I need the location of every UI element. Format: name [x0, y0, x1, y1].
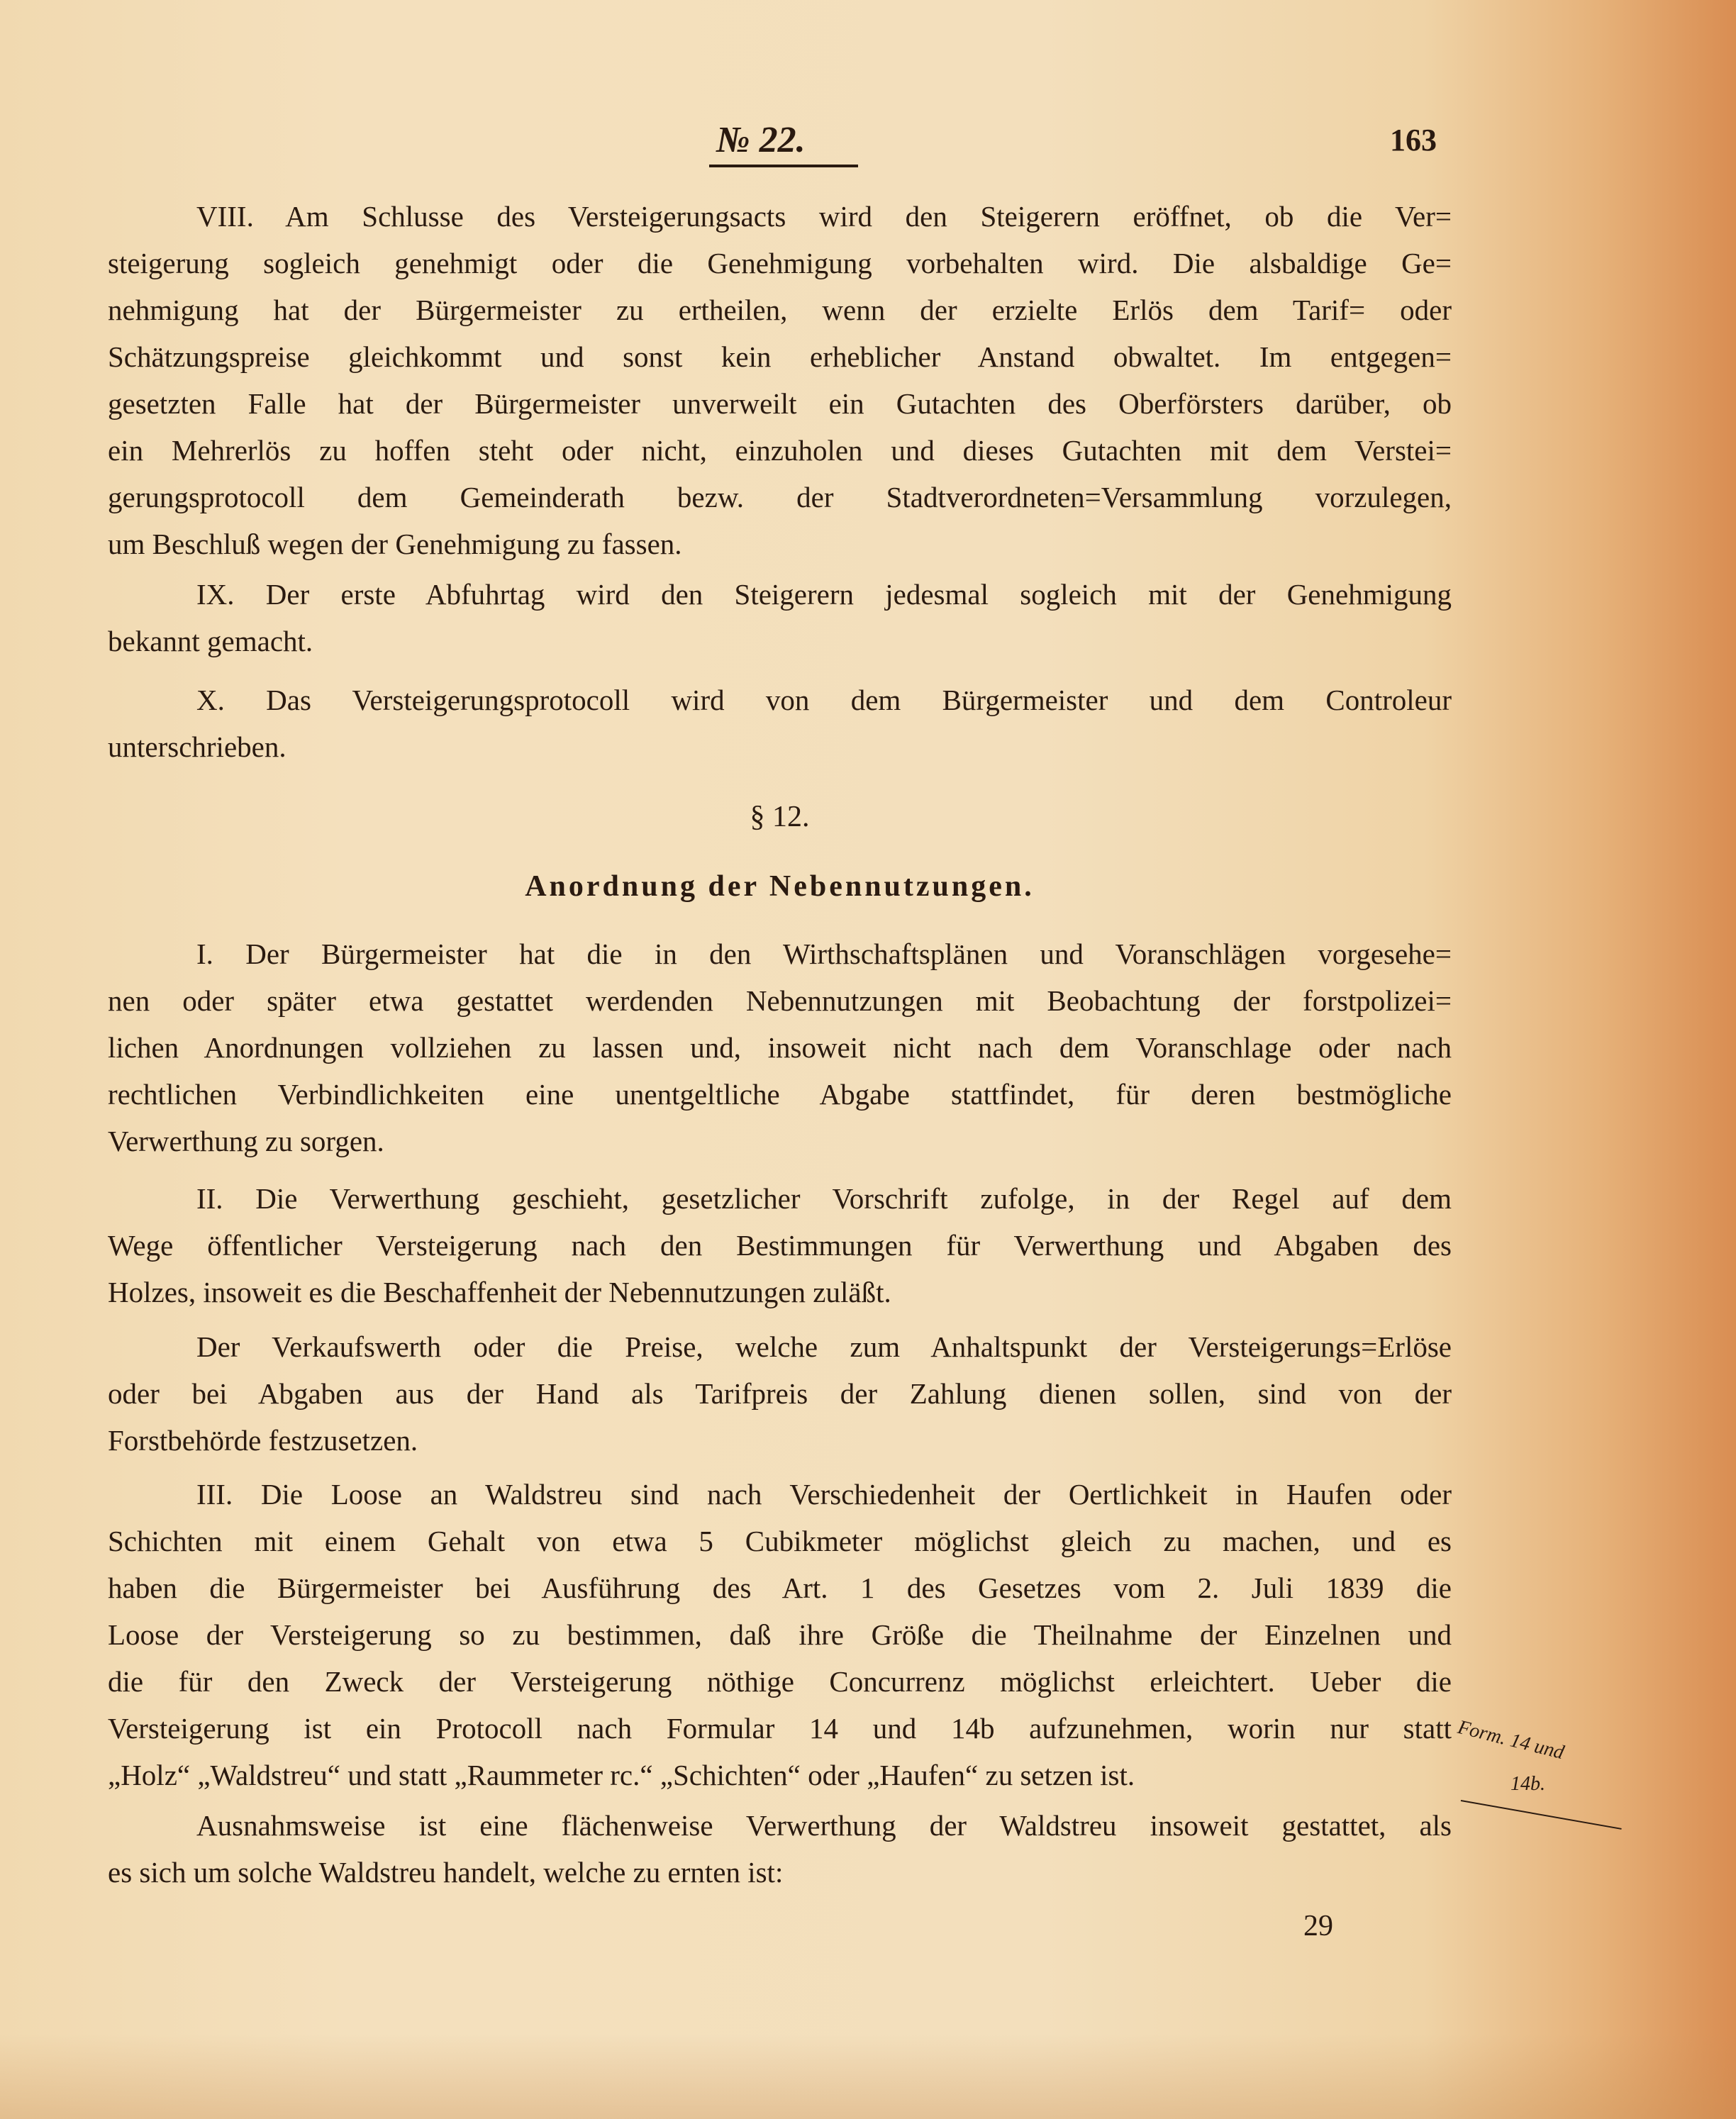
text-line: VIII. Am Schlusse des Versteigerungsacts wird den Steigerern eröffnet, ob die Ver=: [196, 200, 1452, 233]
text-line: II. Die Verwerthung geschieht, gesetzlicher Vorschrift zufolge, in der Regel auf dem: [196, 1182, 1452, 1215]
text-line: Ausnahmsweise ist eine flächenweise Verwerthung der Waldstreu insoweit gestattet, als: [196, 1809, 1452, 1842]
paragraph-x: [108, 677, 1452, 770]
margin-note-line2: 14b.: [1510, 1773, 1545, 1795]
text-line: die für den Zweck der Versteigerung nöthige Concurrenz möglichst erleichtert. Ueber die: [108, 1665, 1452, 1698]
paragraph-s12-i: [108, 930, 1452, 1164]
paragraph-s12-iii: [108, 1471, 1452, 1798]
text-line: Loose der Versteigerung so zu bestimmen, daß ihre Größe die Theilnahme der Einzelnen und: [108, 1618, 1452, 1651]
page-number: 163: [1390, 123, 1437, 157]
text-line: Forstbehörde festzusetzen.: [108, 1424, 418, 1457]
text-line: IX. Der erste Abfuhrtag wird den Steigerern jedesmal sogleich mit der Genehmigung: [196, 578, 1452, 611]
text-line: nen oder später etwa gestattet werdenden Nebennutzungen mit Beobachtung der forstpolizei=: [108, 984, 1452, 1017]
text-line: steigerung sogleich genehmigt oder die Genehmigung vorbehalten wird. Die alsbaldige Ge=: [108, 247, 1452, 279]
issue-number: № 22.: [716, 120, 806, 160]
section-number: § 12.: [750, 801, 810, 833]
text-line: unterschrieben.: [108, 730, 286, 763]
text-line: Der Verkaufswerth oder die Preise, welche zum Anhaltspunkt der Versteigerungs=Erlöse: [196, 1330, 1452, 1363]
margin-note-rule: [1461, 1800, 1622, 1830]
text-line: gerungsprotocoll dem Gemeinderath bezw. der Stadtverordneten=Versammlung vorzulegen,: [108, 481, 1452, 513]
text-line: ein Mehrerlös zu hoffen steht oder nicht, einzuholen und dieses Gutachten mit dem Verstei=: [108, 434, 1452, 467]
text-line: „Holz“ „Waldstreu“ und statt „Raummeter rc.“ „Schichten“ oder „Haufen“ zu setzen ist.: [108, 1759, 1135, 1791]
section-title: Anordnung der Nebennutzungen.: [525, 870, 1035, 903]
paragraph-s12-iii-b: [108, 1802, 1452, 1896]
text-line: Wege öffentlicher Versteigerung nach den Bestimmungen für Verwerthung und Abgaben des: [108, 1229, 1452, 1262]
text-line: es sich um solche Waldstreu handelt, welche zu ernten ist:: [108, 1856, 784, 1889]
margin-note-line1: Form. 14 und: [1455, 1716, 1567, 1764]
text-line: um Beschluß wegen der Genehmigung zu fassen.: [108, 528, 682, 560]
paragraph-viii: [108, 193, 1452, 567]
text-line: Holzes, insoweit es die Beschaffenheit der Nebennutzungen zuläßt.: [108, 1276, 891, 1308]
text-line: bekannt gemacht.: [108, 625, 313, 657]
text-line: Schätzungspreise gleichkommt und sonst kein erheblicher Anstand obwaltet. Im entgegen=: [108, 340, 1452, 373]
text-line: nehmigung hat der Bürgermeister zu ertheilen, wenn der erzielte Erlös dem Tarif= oder: [108, 294, 1452, 326]
text-line: oder bei Abgaben aus der Hand als Tarifpreis der Zahlung dienen sollen, sind von der: [108, 1377, 1452, 1410]
text-line: Versteigerung ist ein Protocoll nach Formular 14 und 14b aufzunehmen, worin nur statt: [108, 1712, 1452, 1745]
text-line: X. Das Versteigerungsprotocoll wird von dem Bürgermeister und dem Controleur: [196, 684, 1452, 716]
paragraph-ix: [108, 571, 1452, 664]
paragraph-s12-ii: [108, 1175, 1452, 1316]
text-line: I. Der Bürgermeister hat die in den Wirthschaftsplänen und Voranschlägen vorgesehe=: [196, 938, 1452, 970]
paragraph-s12-ii-b: [108, 1323, 1452, 1464]
text-line: haben die Bürgermeister bei Ausführung des Art. 1 des Gesetzes vom 2. Juli 1839 die: [108, 1572, 1452, 1604]
page-shading: [0, 2034, 1736, 2119]
margin-note: [1455, 1716, 1624, 1808]
header-rule: [709, 165, 858, 167]
printer-signature: 29: [1303, 1910, 1333, 1942]
text-line: rechtlichen Verbindlichkeiten eine unentgeltliche Abgabe stattfindet, für deren bestmögliche: [108, 1078, 1452, 1111]
text-line: Verwerthung zu sorgen.: [108, 1125, 384, 1157]
text-line: III. Die Loose an Waldstreu sind nach Verschiedenheit der Oertlichkeit in Haufen oder: [196, 1478, 1452, 1511]
text-line: lichen Anordnungen vollziehen zu lassen und, insoweit nicht nach dem Voranschlage oder nach: [108, 1031, 1452, 1064]
text-line: gesetzten Falle hat der Bürgermeister unverweilt ein Gutachten des Oberförsters darüber, ob: [108, 387, 1452, 420]
text-line: Schichten mit einem Gehalt von etwa 5 Cubikmeter möglichst gleich zu machen, und es: [108, 1525, 1452, 1557]
